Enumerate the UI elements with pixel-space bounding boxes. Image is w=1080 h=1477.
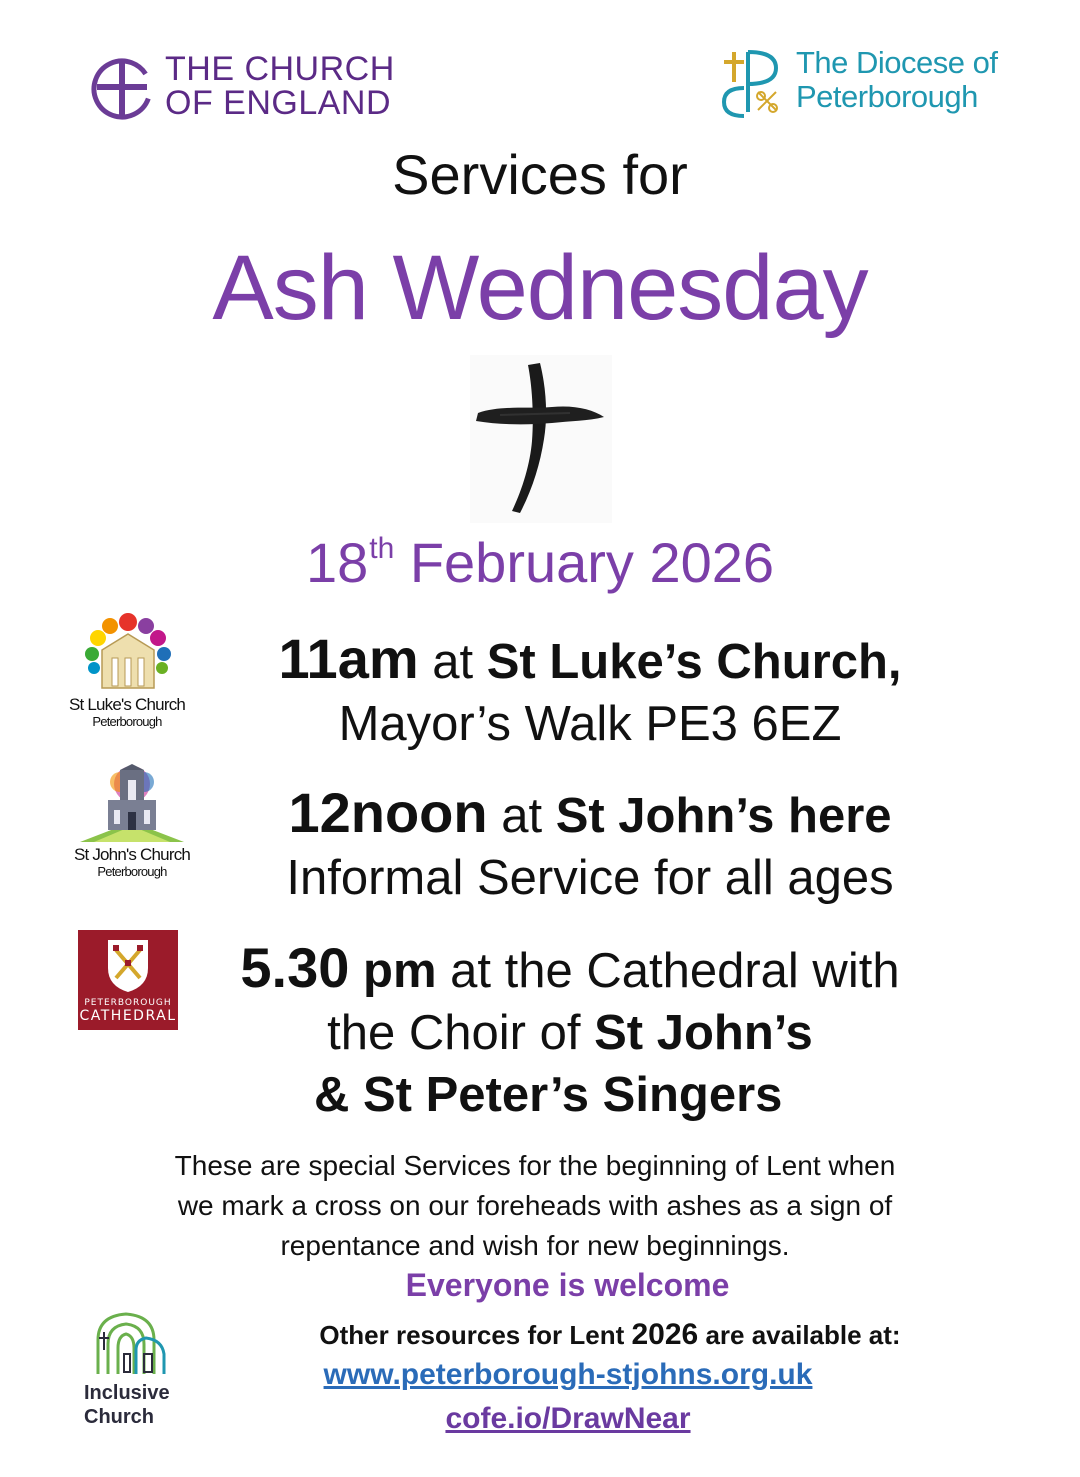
service-venue: St Luke’s Church, xyxy=(486,635,902,689)
st-lukes-church-icon xyxy=(80,610,176,692)
service-date xyxy=(0,530,1080,595)
service-cathedral-line-2 xyxy=(200,1002,940,1064)
resources-text xyxy=(170,1318,1050,1352)
diocese-line-2: Peterborough xyxy=(796,79,978,114)
st-lukes-logo xyxy=(62,610,192,730)
services-for-heading: Services for xyxy=(392,143,688,206)
st-johns-caption-title: St John's Church xyxy=(73,845,191,864)
service-time: 12noon xyxy=(288,781,488,844)
website-link[interactable]: www.peterborough-stjohns.org.uk xyxy=(323,1358,813,1391)
service-venue: St John’s here xyxy=(555,789,892,843)
cathedral-caption-line-1: PETERBOROUGH xyxy=(84,998,172,1008)
diocese-wordmark xyxy=(796,46,998,114)
service-st-johns-line-2: Informal Service for all ages xyxy=(286,851,894,905)
resources-text-b: are available at: xyxy=(698,1320,901,1350)
st-johns-caption xyxy=(62,846,202,880)
diocese-logo xyxy=(718,48,794,120)
cathedral-caption xyxy=(78,998,178,1024)
diocese-line-1: The Diocese of xyxy=(796,45,998,80)
st-johns-church-icon xyxy=(80,764,184,842)
choir-name: St John’s xyxy=(594,1006,813,1060)
inclusive-line-1: Inclusive xyxy=(84,1382,170,1404)
service-time: 11am xyxy=(278,627,419,690)
st-johns-logo xyxy=(62,764,202,884)
description-line-3: repentance and wish for new beginnings. xyxy=(280,1230,790,1261)
coe-line-1: THE CHURCH xyxy=(165,50,395,88)
diocese-keys-icon xyxy=(718,48,794,120)
inclusive-line-2: Church xyxy=(84,1406,154,1428)
resources-year: 2026 xyxy=(631,1318,699,1351)
service-st-lukes-line-2: Mayor’s Walk PE3 6EZ xyxy=(338,697,842,751)
st-lukes-caption xyxy=(62,696,192,730)
service-st-johns xyxy=(240,782,940,909)
service-st-lukes xyxy=(240,628,940,755)
description-line-1: These are special Services for the beginning of Lent when xyxy=(174,1150,896,1181)
service-venue: at the Cathedral with xyxy=(436,944,900,998)
ash-cross-icon xyxy=(470,355,612,523)
service-time: 5.30 xyxy=(240,936,350,999)
cathedral-caption-line-2: CATHEDRAL xyxy=(79,1008,177,1024)
st-lukes-caption-sub: Peterborough xyxy=(92,714,162,729)
date-suffix: th xyxy=(369,532,395,565)
welcome-text: Everyone is welcome xyxy=(405,1267,730,1303)
choir-text: the Choir of xyxy=(327,1006,595,1060)
st-lukes-caption-title: St Luke's Church xyxy=(68,695,186,714)
date-month-year: February 2026 xyxy=(394,531,775,594)
service-st-lukes-line-1 xyxy=(240,628,940,693)
page-title: Ash Wednesday xyxy=(212,237,868,339)
cathedral-shield-icon xyxy=(106,938,150,994)
coe-cross-icon xyxy=(89,56,155,122)
service-st-johns-line-1 xyxy=(240,782,940,847)
service-at: at xyxy=(487,789,556,843)
inclusive-church-icon xyxy=(92,1310,172,1376)
drawnear-link[interactable]: cofe.io/DrawNear xyxy=(445,1402,691,1435)
peterborough-cathedral-logo xyxy=(78,930,178,1030)
description-paragraph xyxy=(120,1146,950,1266)
date-day: 18 xyxy=(305,531,369,594)
description-line-2: we mark a cross on our foreheads with ashes as a sign of xyxy=(177,1190,893,1221)
inclusive-church-caption xyxy=(84,1381,170,1429)
st-johns-caption-sub: Peterborough xyxy=(97,864,167,879)
service-time-unit: pm xyxy=(349,944,437,998)
coe-line-2: OF ENGLAND xyxy=(165,84,392,122)
service-cathedral xyxy=(200,937,940,1126)
service-cathedral-line-1 xyxy=(200,937,940,1002)
service-at: at xyxy=(418,635,487,689)
resources-text-a: Other resources for Lent xyxy=(319,1320,632,1350)
service-cathedral-line-3: & St Peter’s Singers xyxy=(314,1068,783,1122)
church-of-england-wordmark xyxy=(165,52,395,120)
